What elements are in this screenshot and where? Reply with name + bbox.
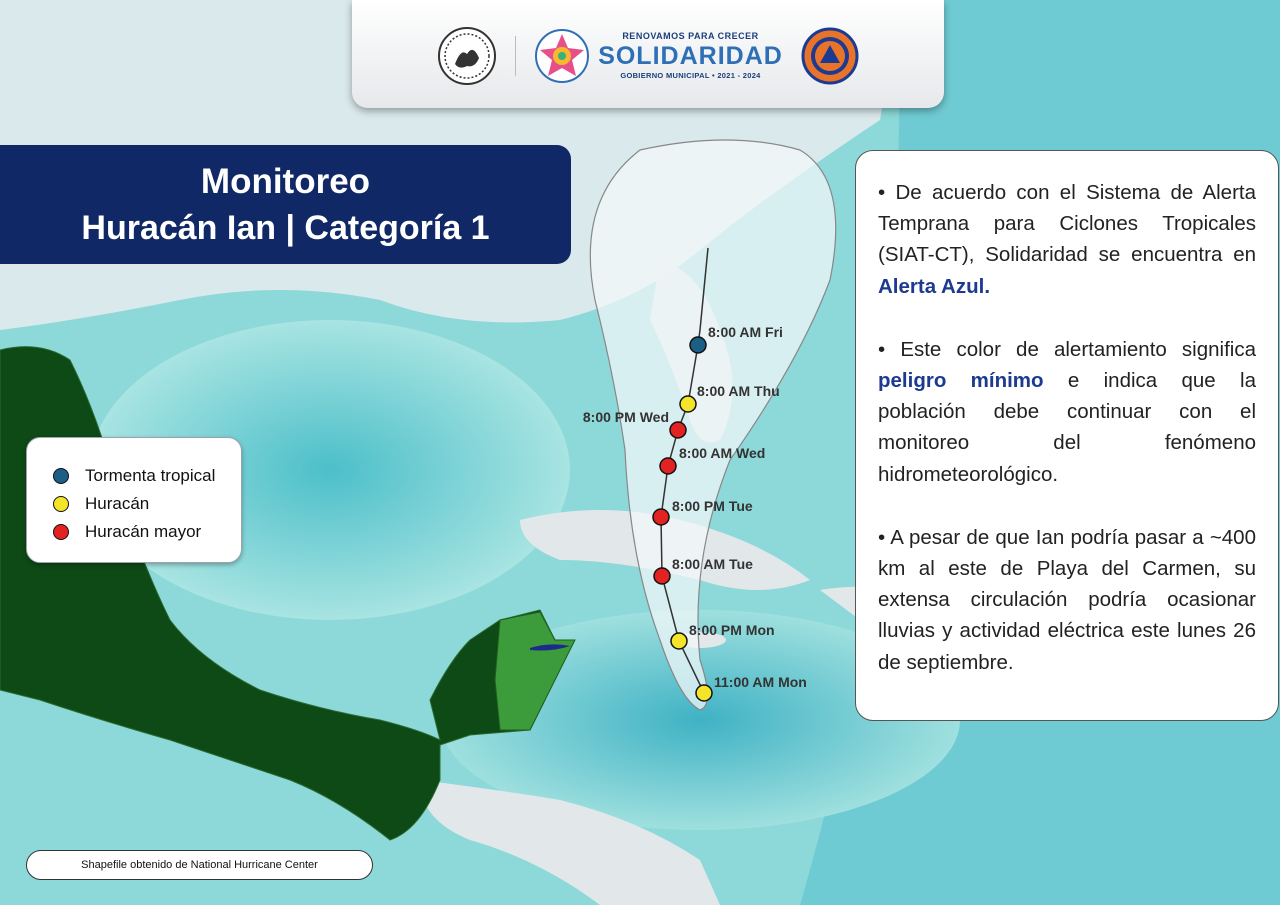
track-point-label-7: 8:00 AM Fri <box>708 324 783 340</box>
legend-label: Huracán mayor <box>85 522 202 541</box>
track-point-label-5: 8:00 PM Wed <box>582 409 669 425</box>
title-line-monitoreo: Monitoreo <box>200 161 371 201</box>
track-point-1 <box>671 633 687 649</box>
track-point-3 <box>653 509 669 525</box>
track-point-7 <box>690 337 706 353</box>
title-banner <box>0 145 571 264</box>
track-point-label-3: 8:00 PM Tue <box>672 498 753 514</box>
logo-divider <box>515 36 516 76</box>
track-point-label-2: 8:00 AM Tue <box>672 556 753 572</box>
info-paragraph-impact <box>878 522 1256 678</box>
track-point-label-4: 8:00 AM Wed <box>679 445 766 461</box>
header-logos <box>352 0 944 108</box>
info-panel <box>855 150 1279 721</box>
info-paragraph-meaning <box>878 334 1256 490</box>
track-point-2 <box>654 568 670 584</box>
civil-protection-icon <box>801 27 859 85</box>
solidaridad-slogan: RENOVAMOS PARA CRECER <box>622 31 759 42</box>
track-point-5 <box>670 422 686 438</box>
legend-item-major-hurricane <box>53 518 241 546</box>
danger-level: peligro mínimo <box>878 369 1044 393</box>
track-point-label-0: 11:00 AM Mon <box>714 674 807 690</box>
legend-label: Tormenta tropical <box>85 466 216 485</box>
track-point-label-1: 8:00 PM Mon <box>689 622 775 638</box>
info-meaning-post: e indica que la población debe continuar con el monitoreo del fenómeno hidrometeorológico. <box>878 369 1256 486</box>
solidaridad-emblem-icon <box>534 28 590 84</box>
track-point-4 <box>660 458 676 474</box>
track-point-6 <box>680 396 696 412</box>
state-seal-logo <box>437 26 497 86</box>
map-legend <box>26 437 242 563</box>
info-meaning-pre: • Este color de alertamiento significa <box>878 337 1256 361</box>
info-paragraph-alert <box>878 177 1256 302</box>
alert-level: Alerta Azul. <box>878 274 991 298</box>
track-point-0 <box>696 685 712 701</box>
solidaridad-logo <box>534 28 783 84</box>
info-impact-text: • A pesar de que Ian podría pasar a ~400 km al este de Playa del Carmen, su extensa circulación podría ocasionar lluvias y actividad eléctrica este lunes 26 de septiembre. <box>878 525 1256 674</box>
legend-item-hurricane <box>53 490 241 518</box>
info-alert-text: • De acuerdo con el Sistema de Alerta Temprana para Ciclones Tropicales (SIAT-CT), Solidaridad se encuentra en <box>878 181 1256 267</box>
civil-protection-logo <box>801 27 859 85</box>
hurricane-dot-icon <box>53 496 69 512</box>
legend-item-tropical-storm <box>53 462 241 490</box>
source-note: Shapefile obtenido de National Hurricane Center <box>26 850 373 880</box>
title-line-hurricane: Huracán Ian | Categoría 1 <box>81 208 490 247</box>
major-hurricane-dot-icon <box>53 524 69 540</box>
solidaridad-government-period: GOBIERNO MUNICIPAL • 2021 - 2024 <box>620 71 761 81</box>
track-point-label-6: 8:00 AM Thu <box>697 383 780 399</box>
legend-label: Huracán <box>85 494 150 513</box>
solidaridad-wordmark: SOLIDARIDAD <box>598 42 783 71</box>
tropical-storm-dot-icon <box>53 468 69 484</box>
